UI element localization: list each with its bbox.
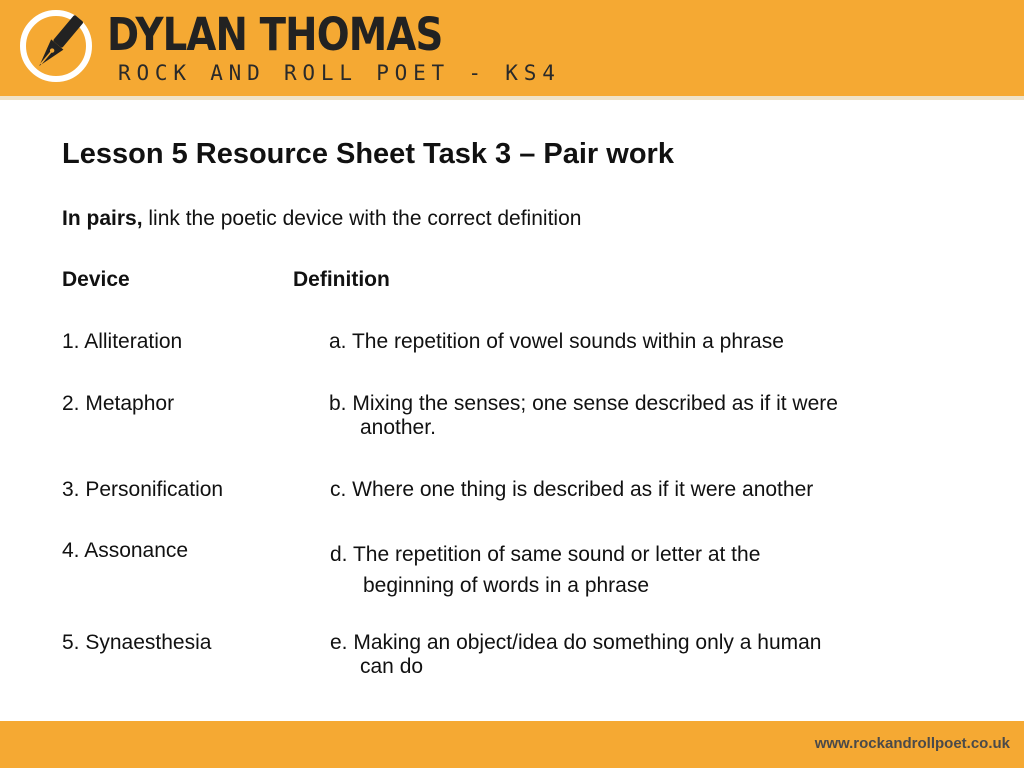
- definition-continuation: another.: [360, 416, 436, 439]
- device-item: 5. Synaesthesia: [62, 631, 212, 654]
- instruction: [62, 207, 581, 231]
- device-item: 3. Personification: [62, 478, 224, 501]
- definition-item: [330, 539, 760, 601]
- instruction-bold: In pairs,: [62, 207, 143, 230]
- footer-url: www.rockandrollpoet.co.uk: [814, 735, 1010, 752]
- device-item: 1. Alliteration: [62, 330, 183, 353]
- definition-item: [330, 631, 821, 679]
- header-banner: [0, 0, 1024, 100]
- pen-nib-icon: [18, 8, 94, 84]
- definition-column-header: Definition: [293, 268, 390, 291]
- definition-continuation: beginning of words in a phrase: [363, 574, 650, 597]
- definition-item: [329, 330, 784, 354]
- brand-subtitle: ROCK AND ROLL POET - KS4: [118, 61, 561, 85]
- device-item: 2. Metaphor: [62, 392, 175, 415]
- brand-title: DYLAN THOMAS: [107, 8, 443, 61]
- definition-line: e. Making an object/idea do something only a human: [330, 631, 822, 654]
- page-title: Lesson 5 Resource Sheet Task 3 – Pair work: [62, 138, 674, 170]
- definition-item: [329, 392, 838, 440]
- device-column-header: Device: [62, 268, 130, 291]
- instruction-text: link the poetic device with the correct definition: [142, 207, 582, 230]
- definition-line: b. Mixing the senses; one sense described as if it were: [329, 392, 838, 415]
- definition-item: [330, 478, 813, 502]
- definition-line: a. The repetition of vowel sounds within a phrase: [329, 330, 784, 353]
- definition-continuation: can do: [360, 655, 424, 678]
- definition-line: d. The repetition of same sound or letter at the: [330, 543, 761, 566]
- footer-bar: [0, 721, 1024, 768]
- device-item: 4. Assonance: [62, 539, 189, 562]
- definition-line: c. Where one thing is described as if it were another: [330, 478, 814, 501]
